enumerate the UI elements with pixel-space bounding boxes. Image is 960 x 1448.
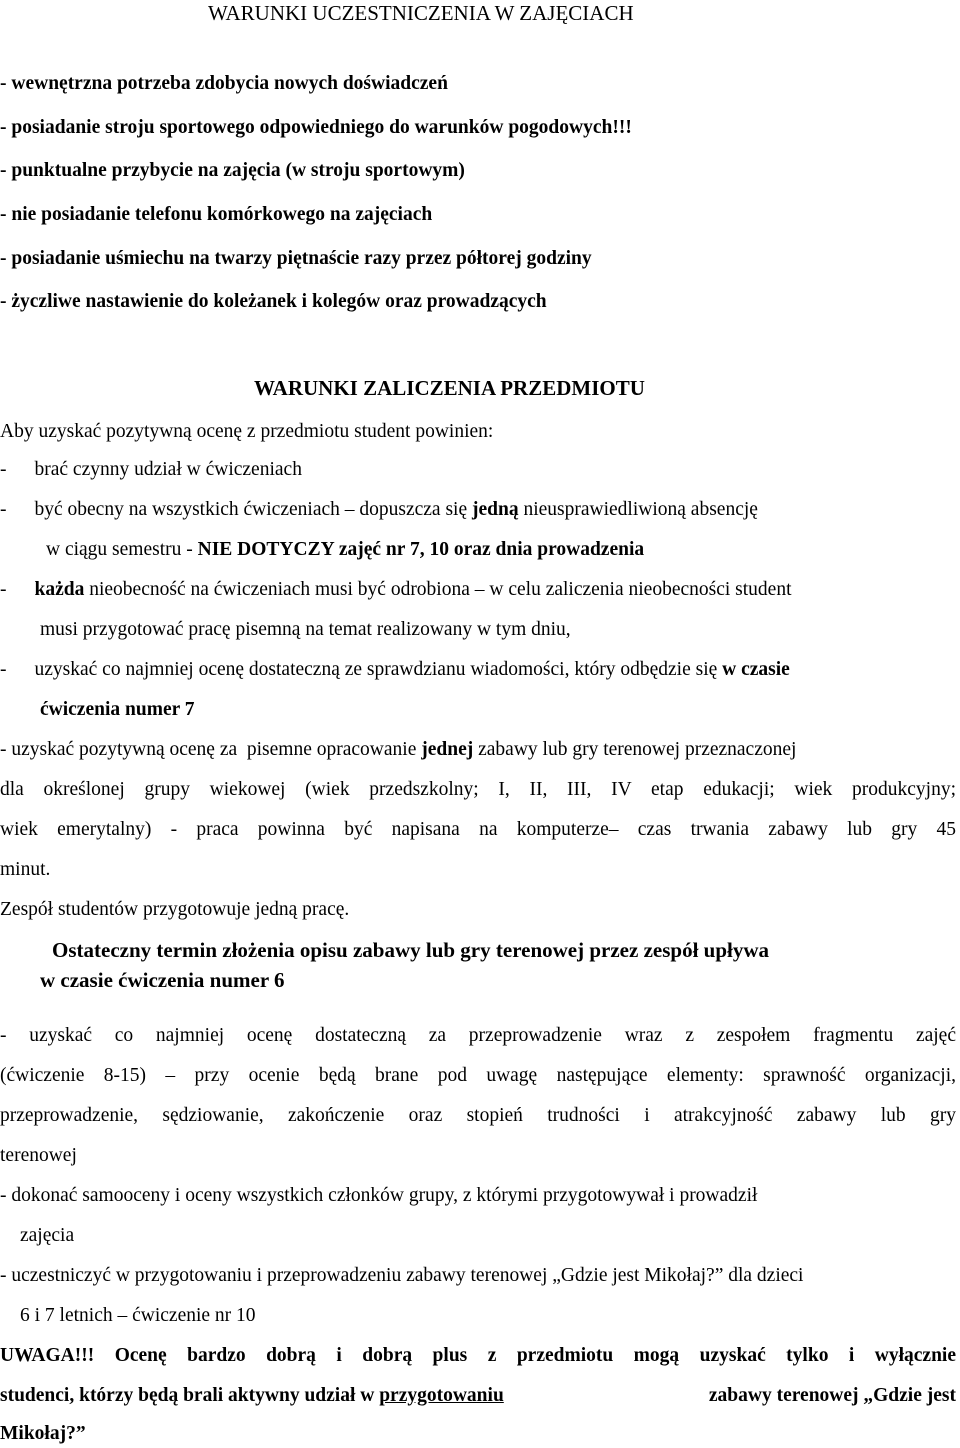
requirement-text: nieusprawiedliwioną absencję — [518, 499, 758, 520]
underlined-word: przygotowaniu — [379, 1385, 504, 1406]
participation-item: - wewnętrzna potrzeba zdobycia nowych doświadczeń — [0, 73, 448, 94]
requirement-text: uzyskać co najmniej ocenę dostateczną ze sprawdzianu wiadomości, który odbędzie się — [34, 659, 723, 680]
requirement-text: brać czynny udział w ćwiczeniach — [34, 459, 302, 480]
requirement-6-cont: terenowej — [0, 1145, 77, 1166]
requirement-8-cont: 6 i 7 letnich – ćwiczenie nr 10 — [20, 1305, 256, 1326]
requirement-text: - uzyskać pozytywną ocenę za pisemne opracowanie — [0, 739, 422, 760]
requirement-1 — [0, 460, 302, 480]
requirement-text: w ciągu semestru - — [46, 539, 198, 560]
dash: - — [0, 579, 7, 600]
section-title-completion: WARUNKI ZALICZENIA PRZEDMIOTU — [254, 376, 645, 400]
requirement-4 — [0, 660, 956, 680]
section-title-participation: WARUNKI UCZESTNICZENIA W ZAJĘCIACH — [208, 1, 634, 25]
emphasis: w czasie — [722, 659, 790, 680]
deadline-line-1: Ostateczny termin złożenia opisu zabawy lub gry terenowej przez zespół upływa — [52, 938, 770, 962]
completion-intro: Aby uzyskać pozytywną ocenę z przedmiotu student powinien: — [0, 421, 494, 442]
dash: - — [0, 659, 7, 680]
requirement-2 — [0, 500, 758, 520]
emphasis: jedną — [472, 499, 519, 520]
warning-text — [0, 1386, 504, 1406]
requirement-7: - dokonać samooceny i oceny wszystkich członków grupy, z którymi przygotowywał i prowadził — [0, 1185, 758, 1206]
warning-line-1: UWAGA!!! Ocenę bardzo dobrą i dobrą plus z przedmiotu mogą uzyskać tylko i wyłącznie — [0, 1345, 956, 1366]
participation-item: - punktualne przybycie na zajęcia (w stroju sportowym) — [0, 160, 465, 181]
participation-item: - życzliwe nastawienie do koleżanek i kolegów oraz prowadzących — [0, 291, 547, 312]
warning-line-2 — [0, 1386, 956, 1406]
requirement-4-cont: ćwiczenia numer 7 — [40, 699, 195, 720]
team-note: Zespół studentów przygotowuje jedną pracę. — [0, 899, 350, 920]
requirement-8: - uczestniczyć w przygotowaniu i przeprowadzeniu zabawy terenowej „Gdzie jest Mikołaj?” dla dzieci — [0, 1265, 804, 1286]
emphasis: jednej — [421, 739, 474, 760]
warning-text-part: studenci, którzy będą brali aktywny udział w — [0, 1385, 380, 1406]
deadline-line-2: w czasie ćwiczenia numer 6 — [40, 968, 285, 992]
requirement-3 — [0, 580, 792, 600]
emphasis: każda — [34, 579, 85, 600]
emphasis: NIE DOTYCZY zajęć nr 7, 10 oraz dnia prowadzenia — [197, 539, 645, 560]
requirement-5 — [0, 740, 796, 760]
requirement-text: być obecny na wszystkich ćwiczeniach – dopuszcza się — [34, 499, 472, 520]
requirement-5-cont: dla określonej grupy wiekowej (wiek przedszkolny; I, II, III, IV etap edukacji; wiek produkcyjny; — [0, 779, 956, 800]
participation-item: - nie posiadanie telefonu komórkowego na zajęciach — [0, 204, 433, 225]
requirement-5-cont: wiek emerytalny) - praca powinna być napisana na komputerze– czas trwania zabawy lub gry 45 — [0, 819, 956, 840]
requirement-text: nieobecność na ćwiczeniach musi być odrobiona – w celu zaliczenia nieobecności student — [84, 579, 792, 600]
dash: - — [0, 459, 7, 480]
dash: - — [0, 499, 7, 520]
participation-item: - posiadanie uśmiechu na twarzy piętnaście razy przez półtorej godziny — [0, 248, 592, 269]
requirement-7-cont: zajęcia — [20, 1225, 75, 1246]
warning-line-3: Mikołaj?” — [0, 1423, 86, 1444]
requirement-6: - uzyskać co najmniej ocenę dostateczną za przeprowadzenie wraz z zespołem fragmentu zajęć — [0, 1025, 956, 1046]
requirement-5-cont: minut. — [0, 859, 51, 880]
requirement-6-cont: (ćwiczenie 8-15) – przy ocenie będą brane pod uwagę następujące elementy: sprawność organizacji, — [0, 1065, 956, 1086]
requirement-text: zabawy lub gry terenowej przeznaczonej — [473, 739, 797, 760]
requirement-3-cont: musi przygotować pracę pisemną na temat realizowany w tym dniu, — [40, 619, 571, 640]
requirement-2-cont — [46, 540, 644, 560]
participation-item: - posiadanie stroju sportowego odpowiedniego do warunków pogodowych!!! — [0, 117, 632, 138]
warning-text-part: zabawy terenowej „Gdzie jest — [704, 1385, 956, 1406]
requirement-6-cont: przeprowadzenie, sędziowanie, zakończenie oraz stopień trudności i atrakcyjność zabawy lub gry — [0, 1105, 956, 1126]
